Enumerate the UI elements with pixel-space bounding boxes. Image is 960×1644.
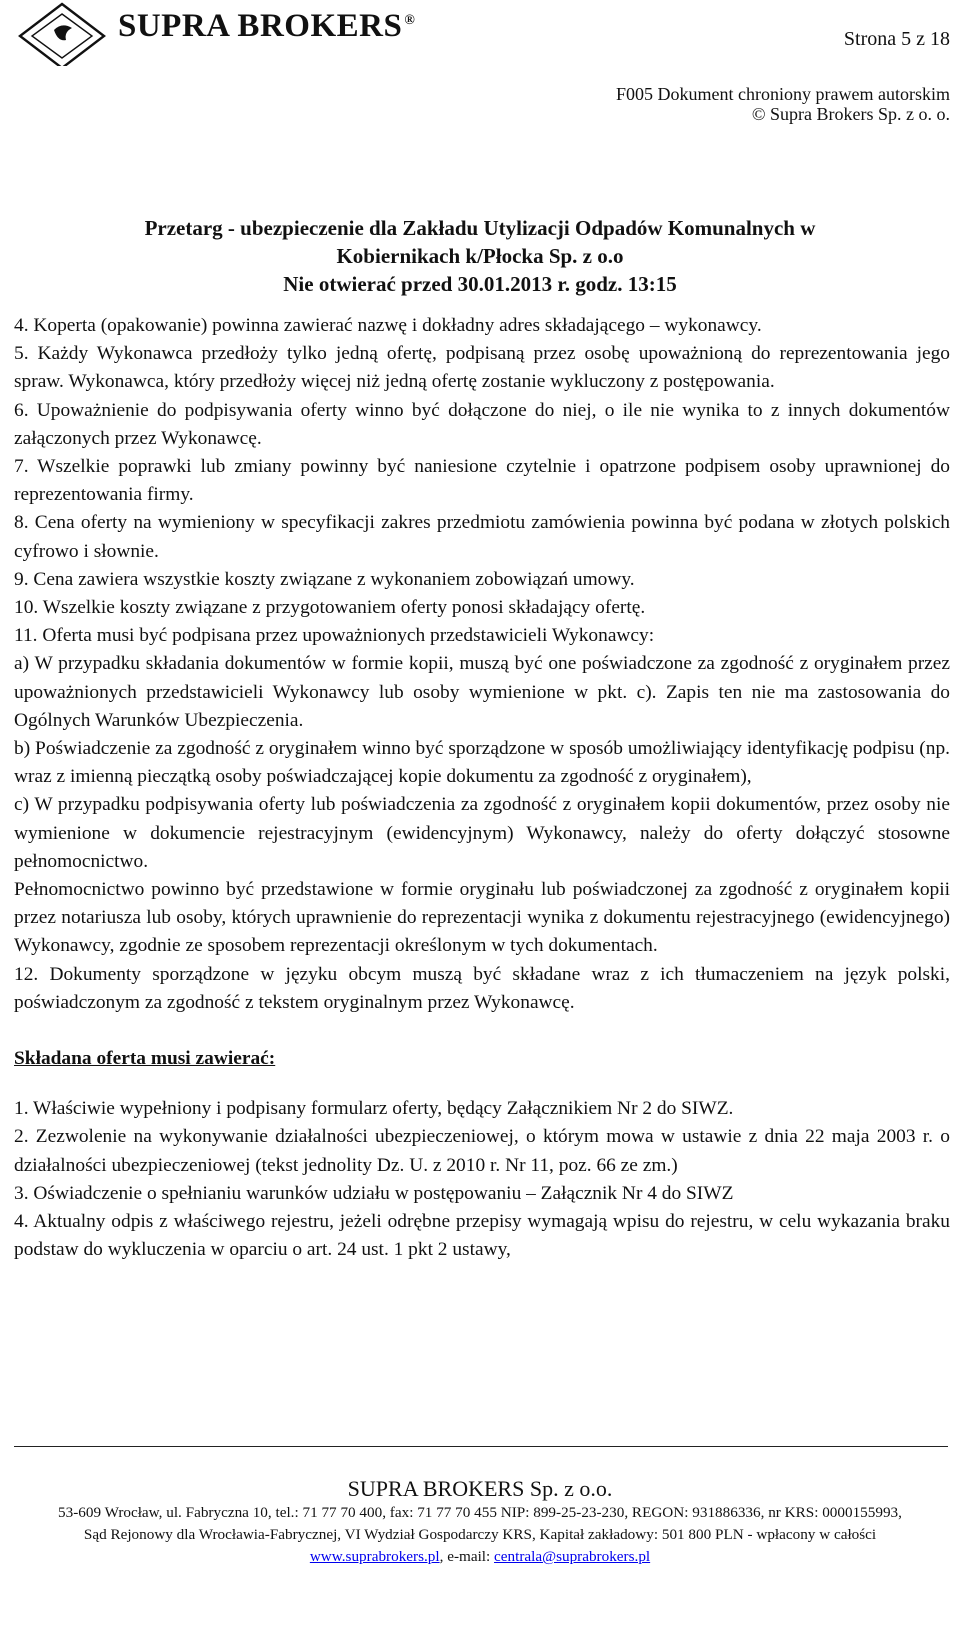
paragraph: 4. Koperta (opakowanie) powinna zawierać nazwę i dokładny adres składającego – wykonawcy. — [14, 315, 762, 336]
page-number: Strona 5 z 18 — [843, 28, 950, 50]
email-link[interactable]: centrala@suprabrokers.pl — [494, 1548, 651, 1565]
paragraph: c) W przypadku podpisywania oferty lub poświadczenia za zgodność z oryginałem kopii dokumentów, przez osoby nie wymienione w dokumencie rejestracyjnym (ewidencyjnym) Wykonawcy, należy do oferty dołączyć stosowne pełnomocnictwo. — [14, 794, 950, 872]
paragraph: a) W przypadku składania dokumentów w formie kopii, muszą być one poświadczone za zgodność z oryginałem przez upoważnionych przedstawicieli Wykonawcy lub osoby wymienione w pkt. c). Zapis ten nie ma zastosowania do Ogólnych Warunków Ubezpieczenia. — [14, 653, 950, 731]
spacer — [14, 1073, 950, 1095]
list-item: 2. Zezwolenie na wykonywanie działalności ubezpieczeniowej, o którym mowa w ustawie z dnia 22 maja 2003 r. o działalności ubezpieczeniowej (tekst jednolity Dz. U. z 2010 r. Nr 11, poz. 66 ze zm.) — [14, 1126, 950, 1176]
paragraph: 10. Wszelkie koszty związane z przygotowaniem oferty ponosi składający ofertę. — [14, 597, 646, 619]
paragraph: 6. Upoważnienie do podpisywania oferty winno być dołączone do niej, o ile nie wynika to z innych dokumentów załączonych przez Wykonawcę. — [14, 399, 950, 449]
footer-address-line: 53-609 Wrocław, ul. Fabryczna 10, tel.: 71 77 70 400, fax: 71 77 70 455 NIP: 899-25-23-230, REGON: 931886336, nr KRS: 0000155993, — [58, 1504, 902, 1521]
page-footer — [0, 1476, 960, 1568]
title-line-1: Przetarg - ubezpieczenie dla Zakładu Utylizacji Odpadów Komunalnych w — [144, 216, 816, 240]
paragraph: 8. Cena oferty na wymieniony w specyfikacji zakres przedmiotu zamówienia powinna być podana w złotych polskich cyfrowo i słownie. — [14, 512, 950, 562]
footer-company-name: SUPRA BROKERS Sp. z o.o. — [347, 1476, 613, 1501]
document-body — [14, 312, 950, 1265]
spacer — [14, 1017, 950, 1045]
copyright-owner: © Supra Brokers Sp. z o. o. — [751, 104, 950, 124]
footer-contact-line — [0, 1546, 960, 1568]
logo-wordmark: SUPRA BROKERS ® — [118, 8, 416, 44]
paragraph: Pełnomocnictwo powinno być przedstawione w formie oryginału lub poświadczonej za zgodność z oryginałem kopii przez notariusza lub osoby, których uprawnienie do reprezentacji wynika z dokumentu rejestracyjnego (ewidencyjnego) Wykonawcy, zgodnie ze sposobem reprezentacji określonym w tych dokumentach. — [14, 879, 950, 957]
paragraph: 7. Wszelkie poprawki lub zmiany powinny być naniesione czytelnie i opatrzone podpisem osoby uprawnionej do reprezentowania firmy. — [14, 456, 950, 506]
footer-registry-line: Sąd Rejonowy dla Wrocławia-Fabrycznej, VI Wydział Gospodarczy KRS, Kapitał zakładowy: 501 800 PLN - wpłacony w całości — [83, 1526, 877, 1543]
company-logo — [14, 0, 464, 66]
list-item: 1. Właściwie wypełniony i podpisany formularz oferty, będący Załącznikiem Nr 2 do SIWZ. — [14, 1098, 734, 1120]
paragraph: 12. Dokumenty sporządzone w języku obcym muszą być składane wraz z ich tłumaczeniem na język polski, poświadczonym za zgodność z tekstem oryginalnym przez Wykonawcę. — [14, 963, 950, 1013]
title-line-2: Kobiernikach k/Płocka Sp. z o.o — [336, 244, 624, 268]
title-line-3: Nie otwierać przed 30.01.2013 r. godz. 13:15 — [283, 272, 677, 296]
paragraph: 9. Cena zawiera wszystkie koszty związane z wykonaniem zobowiązań umowy. — [14, 568, 635, 590]
paragraph: 5. Każdy Wykonawca przedłoży tylko jedną ofertę, podpisaną przez osobę upoważnioną do reprezentowania jego spraw. Wykonawca, który przedłoży więcej niż jedną ofertę zostanie wykluczony z postępowania. — [14, 343, 950, 393]
list-item: 3. Oświadczenie o spełnianiu warunków udziału w postępowaniu – Załącznik Nr 4 do SIWZ — [14, 1182, 734, 1204]
diamond-logo-icon — [14, 0, 110, 66]
email-label: , e-mail: — [439, 1548, 495, 1565]
website-link[interactable]: www.suprabrokers.pl — [309, 1548, 440, 1565]
document-title — [0, 214, 960, 298]
section-heading: Składana oferta musi zawierać: — [14, 1048, 276, 1070]
paragraph: 11. Oferta musi być podpisana przez upoważnionych przedstawicieli Wykonawcy: — [14, 625, 655, 647]
list-item: 4. Aktualny odpis z właściwego rejestru, jeżeli odrębne przepisy wymagają wpisu do rejestru, w celu wykazania braku podstaw do wykluczenia w oparciu o art. 24 ust. 1 pkt 2 ustawy, — [14, 1211, 950, 1261]
copyright-notice: F005 Dokument chroniony prawem autorskim — [616, 84, 950, 104]
paragraph: b) Poświadczenie za zgodność z oryginałem winno być sporządzone w sposób umożliwiający identyfikację podpisu (np. wraz z imienną pieczątką osoby poświadczającej kopie dokumentu za zgodność z oryginałem), — [14, 738, 950, 788]
footer-divider — [14, 1446, 948, 1447]
